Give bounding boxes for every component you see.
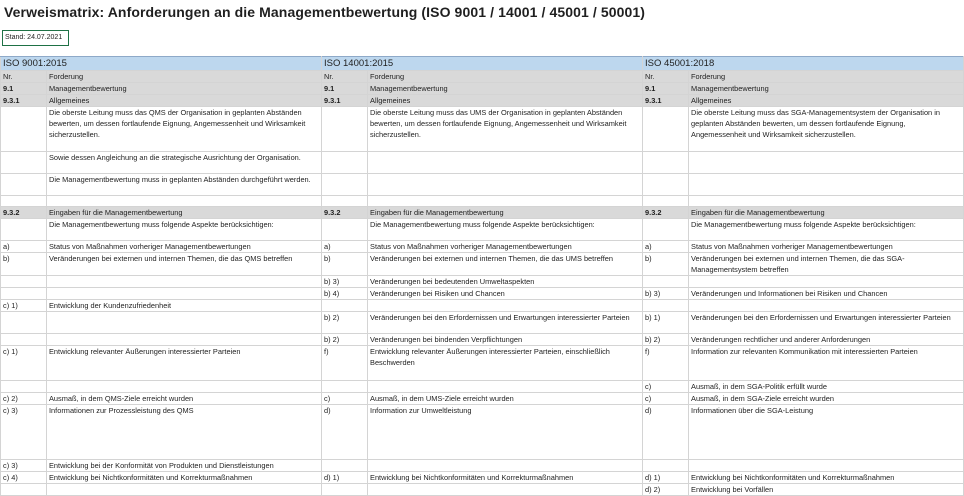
forderung-cell[interactable]: Die Managementbewertung muss folgende Aspekte berücksichtigen:	[47, 219, 322, 241]
nr-cell[interactable]: 9.3.1	[322, 95, 368, 107]
nr-cell[interactable]	[322, 219, 368, 241]
nr-cell[interactable]	[322, 300, 368, 312]
forderung-cell[interactable]: Ausmaß, in dem SGA-Ziele erreicht wurden	[689, 393, 964, 405]
forderung-cell[interactable]: Managementbewertung	[47, 83, 322, 95]
nr-cell[interactable]	[1, 381, 47, 393]
table-row	[1, 381, 964, 393]
table-row	[1, 393, 964, 405]
forderung-cell[interactable]: Veränderungen bei den Erfordernissen und Erwartungen interessierter Parteien	[368, 312, 643, 334]
forderung-cell[interactable]: Ausmaß, in dem SGA-Politik erfüllt wurde	[689, 381, 964, 393]
table-row	[1, 95, 964, 107]
nr-cell[interactable]: c)	[322, 393, 368, 405]
forderung-cell[interactable]	[689, 196, 964, 207]
forderung-cell[interactable]: Veränderungen bei externen und internen Themen, die das SGA-Managementsystem betreffen	[689, 253, 964, 276]
forderung-cell[interactable]: Veränderungen rechtlicher und anderer Anforderungen	[689, 334, 964, 346]
table-row	[1, 276, 964, 288]
forderung-cell[interactable]	[689, 460, 964, 472]
forderung-cell[interactable]	[368, 381, 643, 393]
forderung-cell[interactable]: Die oberste Leitung muss das QMS der Organisation in geplanten Abständen bewerten, um dessen fortlaufende Eignung, Angemessenheit und Wirksamkeit sicherzustellen.	[47, 107, 322, 152]
nr-cell[interactable]: a)	[643, 241, 689, 253]
page-title: Verweismatrix: Anforderungen an die Managementbewertung (ISO 9001 / 14001 / 45001 / 50001)	[4, 4, 646, 20]
table-row	[1, 312, 964, 334]
forderung-cell[interactable]	[368, 196, 643, 207]
nr-cell[interactable]	[1, 288, 47, 300]
forderung-header[interactable]: Forderung	[47, 71, 322, 83]
forderung-cell[interactable]	[689, 152, 964, 174]
forderung-cell[interactable]	[689, 300, 964, 312]
nr-cell[interactable]: 9.1	[1, 83, 47, 95]
standard-header-14001[interactable]: ISO 14001:2015	[322, 57, 643, 71]
standards-header-row	[1, 57, 964, 71]
nr-cell[interactable]	[1, 312, 47, 334]
nr-cell[interactable]	[643, 219, 689, 241]
table-row	[1, 107, 964, 152]
nr-header[interactable]: Nr.	[1, 71, 47, 83]
nr-cell[interactable]	[322, 484, 368, 496]
nr-cell[interactable]	[1, 196, 47, 207]
nr-cell[interactable]: b) 2)	[322, 312, 368, 334]
forderung-cell[interactable]	[47, 288, 322, 300]
table-row	[1, 152, 964, 174]
stand-date-cell[interactable]: Stand: 24.07.2021	[2, 30, 69, 46]
nr-cell[interactable]: b) 3)	[643, 288, 689, 300]
table-row	[1, 174, 964, 196]
nr-cell[interactable]	[322, 196, 368, 207]
nr-cell[interactable]	[1, 107, 47, 152]
nr-cell[interactable]: a)	[322, 241, 368, 253]
nr-cell[interactable]: b) 2)	[322, 334, 368, 346]
nr-cell[interactable]: 9.3.1	[643, 95, 689, 107]
nr-cell[interactable]	[643, 107, 689, 152]
table-row	[1, 288, 964, 300]
forderung-cell[interactable]: Eingaben für die Managementbewertung	[689, 207, 964, 219]
table-row	[1, 241, 964, 253]
nr-header[interactable]: Nr.	[643, 71, 689, 83]
forderung-cell[interactable]: Eingaben für die Managementbewertung	[368, 207, 643, 219]
nr-cell[interactable]: b) 3)	[322, 276, 368, 288]
nr-cell[interactable]	[643, 174, 689, 196]
forderung-cell[interactable]: Status von Maßnahmen vorheriger Managementbewertungen	[368, 241, 643, 253]
forderung-cell[interactable]	[368, 300, 643, 312]
forderung-cell[interactable]: Entwicklung bei der Konformität von Produkten und Dienstleistungen	[47, 460, 322, 472]
forderung-cell[interactable]: Sowie dessen Angleichung an die strategische Ausrichtung der Organisation.	[47, 152, 322, 174]
nr-cell[interactable]: c) 4)	[1, 472, 47, 484]
nr-cell[interactable]: b)	[322, 253, 368, 276]
nr-cell[interactable]: 9.3.2	[643, 207, 689, 219]
nr-cell[interactable]	[322, 174, 368, 196]
forderung-cell[interactable]: Entwicklung relevanter Äußerungen interessierter Parteien, einschließlich Beschwerden	[368, 346, 643, 381]
forderung-cell[interactable]: Ausmaß, in dem QMS-Ziele erreicht wurden	[47, 393, 322, 405]
forderung-cell[interactable]: Ausmaß, in dem UMS-Ziele erreicht wurden	[368, 393, 643, 405]
forderung-cell[interactable]: Managementbewertung	[368, 83, 643, 95]
forderung-cell[interactable]: Veränderungen und Informationen bei Risiken und Chancen	[689, 288, 964, 300]
nr-cell[interactable]	[643, 460, 689, 472]
nr-cell[interactable]: a)	[1, 241, 47, 253]
forderung-cell[interactable]: Die Managementbewertung muss folgende Aspekte berücksichtigen:	[368, 219, 643, 241]
column-header-row	[1, 71, 964, 83]
nr-cell[interactable]: b) 4)	[322, 288, 368, 300]
table-row	[1, 196, 964, 207]
forderung-cell[interactable]: Entwicklung bei Nichtkonformitäten und Korrekturmaßnahmen	[368, 472, 643, 484]
forderung-cell[interactable]	[368, 460, 643, 472]
nr-cell[interactable]	[322, 460, 368, 472]
standard-header-45001[interactable]: ISO 45001:2018	[643, 57, 964, 71]
nr-cell[interactable]: d)	[643, 405, 689, 460]
forderung-cell[interactable]: Entwicklung bei Nichtkonformitäten und Korrekturmaßnahmen	[689, 472, 964, 484]
forderung-cell[interactable]: Veränderungen bei bindenden Verpflichtungen	[368, 334, 643, 346]
forderung-cell[interactable]: Entwicklung der Kundenzufriedenheit	[47, 300, 322, 312]
nr-cell[interactable]	[1, 484, 47, 496]
nr-cell[interactable]: d)	[322, 405, 368, 460]
forderung-cell[interactable]	[689, 276, 964, 288]
forderung-cell[interactable]: Veränderungen bei externen und internen Themen, die das UMS betreffen	[368, 253, 643, 276]
nr-cell[interactable]	[1, 219, 47, 241]
forderung-cell[interactable]	[47, 334, 322, 346]
nr-cell[interactable]	[1, 152, 47, 174]
forderung-cell[interactable]	[47, 196, 322, 207]
nr-cell[interactable]	[1, 174, 47, 196]
forderung-cell[interactable]: Entwicklung relevanter Äußerungen interessierter Parteien	[47, 346, 322, 381]
matrix-grid	[0, 56, 951, 494]
forderung-cell[interactable]: Information zur relevanten Kommunikation mit interessierten Parteien	[689, 346, 964, 381]
forderung-cell[interactable]	[689, 174, 964, 196]
nr-cell[interactable]	[322, 107, 368, 152]
nr-cell[interactable]: b)	[1, 253, 47, 276]
nr-cell[interactable]: d) 2)	[643, 484, 689, 496]
forderung-cell[interactable]: Allgemeines	[689, 95, 964, 107]
table-row	[1, 219, 964, 241]
table-row	[1, 472, 964, 484]
forderung-cell[interactable]	[368, 484, 643, 496]
table-row	[1, 207, 964, 219]
nr-cell[interactable]: c) 3)	[1, 405, 47, 460]
nr-cell[interactable]: c) 2)	[1, 393, 47, 405]
forderung-cell[interactable]: Die Managementbewertung muss in geplanten Abständen durchgeführt werden.	[47, 174, 322, 196]
table-row	[1, 460, 964, 472]
nr-cell[interactable]	[1, 334, 47, 346]
nr-cell[interactable]	[643, 276, 689, 288]
nr-cell[interactable]: c)	[643, 393, 689, 405]
table-row	[1, 83, 964, 95]
table-row	[1, 346, 964, 381]
nr-cell[interactable]: 9.1	[322, 83, 368, 95]
forderung-cell[interactable]	[47, 312, 322, 334]
nr-cell[interactable]: b)	[643, 253, 689, 276]
matrix-table	[0, 56, 964, 496]
nr-cell[interactable]: c) 1)	[1, 346, 47, 381]
forderung-header[interactable]: Forderung	[368, 71, 643, 83]
forderung-cell[interactable]: Information zur Umweltleistung	[368, 405, 643, 460]
forderung-cell[interactable]: Veränderungen bei externen und internen Themen, die das QMS betreffen	[47, 253, 322, 276]
forderung-cell[interactable]: Die oberste Leitung muss das UMS der Organisation in geplanten Abständen bewerten, um dessen fortlaufende Eignung, Angemessenheit und Wirksamkeit sicherzustellen.	[368, 107, 643, 152]
forderung-cell[interactable]: Veränderungen bei den Erfordernissen und Erwartungen interessierter Parteien	[689, 312, 964, 334]
table-row	[1, 334, 964, 346]
table-row	[1, 484, 964, 496]
nr-cell[interactable]: c)	[643, 381, 689, 393]
forderung-cell[interactable]: Die oberste Leitung muss das SGA-Managementsystem der Organisation in geplanten Abständen bewerten, um dessen fortlaufende Eignung, Angemessenheit und Wirksamkeit sicherzustellen.	[689, 107, 964, 152]
table-row	[1, 253, 964, 276]
nr-cell[interactable]: 9.3.2	[1, 207, 47, 219]
nr-cell[interactable]	[322, 152, 368, 174]
forderung-cell[interactable]	[368, 152, 643, 174]
nr-cell[interactable]: d) 1)	[643, 472, 689, 484]
nr-cell[interactable]: d) 1)	[322, 472, 368, 484]
nr-cell[interactable]	[643, 152, 689, 174]
nr-cell[interactable]: 9.3.2	[322, 207, 368, 219]
table-row	[1, 300, 964, 312]
standard-header-9001[interactable]: ISO 9001:2015	[1, 57, 322, 71]
nr-cell[interactable]	[643, 300, 689, 312]
forderung-cell[interactable]: Entwicklung bei Nichtkonformitäten und Korrekturmaßnahmen	[47, 472, 322, 484]
nr-cell[interactable]: f)	[643, 346, 689, 381]
forderung-cell[interactable]: Allgemeines	[47, 95, 322, 107]
nr-cell[interactable]	[322, 381, 368, 393]
forderung-cell[interactable]	[47, 484, 322, 496]
forderung-cell[interactable]: Entwicklung bei Vorfällen	[689, 484, 964, 496]
nr-cell[interactable]	[643, 196, 689, 207]
nr-cell[interactable]	[1, 276, 47, 288]
forderung-cell[interactable]: Status von Maßnahmen vorheriger Managementbewertungen	[689, 241, 964, 253]
forderung-cell[interactable]: Veränderungen bei Risiken und Chancen	[368, 288, 643, 300]
forderung-cell[interactable]	[47, 381, 322, 393]
nr-cell[interactable]: c) 3)	[1, 460, 47, 472]
nr-cell[interactable]: b) 1)	[643, 312, 689, 334]
forderung-cell[interactable]: Eingaben für die Managementbewertung	[47, 207, 322, 219]
forderung-cell[interactable]: Managementbewertung	[689, 83, 964, 95]
nr-cell[interactable]: c) 1)	[1, 300, 47, 312]
forderung-header[interactable]: Forderung	[689, 71, 964, 83]
forderung-cell[interactable]: Allgemeines	[368, 95, 643, 107]
forderung-cell[interactable]: Die Managementbewertung muss folgende Aspekte berücksichtigen:	[689, 219, 964, 241]
nr-header[interactable]: Nr.	[322, 71, 368, 83]
forderung-cell[interactable]	[368, 174, 643, 196]
nr-cell[interactable]: 9.3.1	[1, 95, 47, 107]
forderung-cell[interactable]: Veränderungen bei bedeutenden Umweltaspekten	[368, 276, 643, 288]
forderung-cell[interactable]	[47, 276, 322, 288]
nr-cell[interactable]: f)	[322, 346, 368, 381]
nr-cell[interactable]: b) 2)	[643, 334, 689, 346]
table-row	[1, 405, 964, 460]
forderung-cell[interactable]: Informationen zur Prozessleistung des QMS	[47, 405, 322, 460]
forderung-cell[interactable]: Informationen über die SGA-Leistung	[689, 405, 964, 460]
nr-cell[interactable]: 9.1	[643, 83, 689, 95]
forderung-cell[interactable]: Status von Maßnahmen vorheriger Managementbewertungen	[47, 241, 322, 253]
